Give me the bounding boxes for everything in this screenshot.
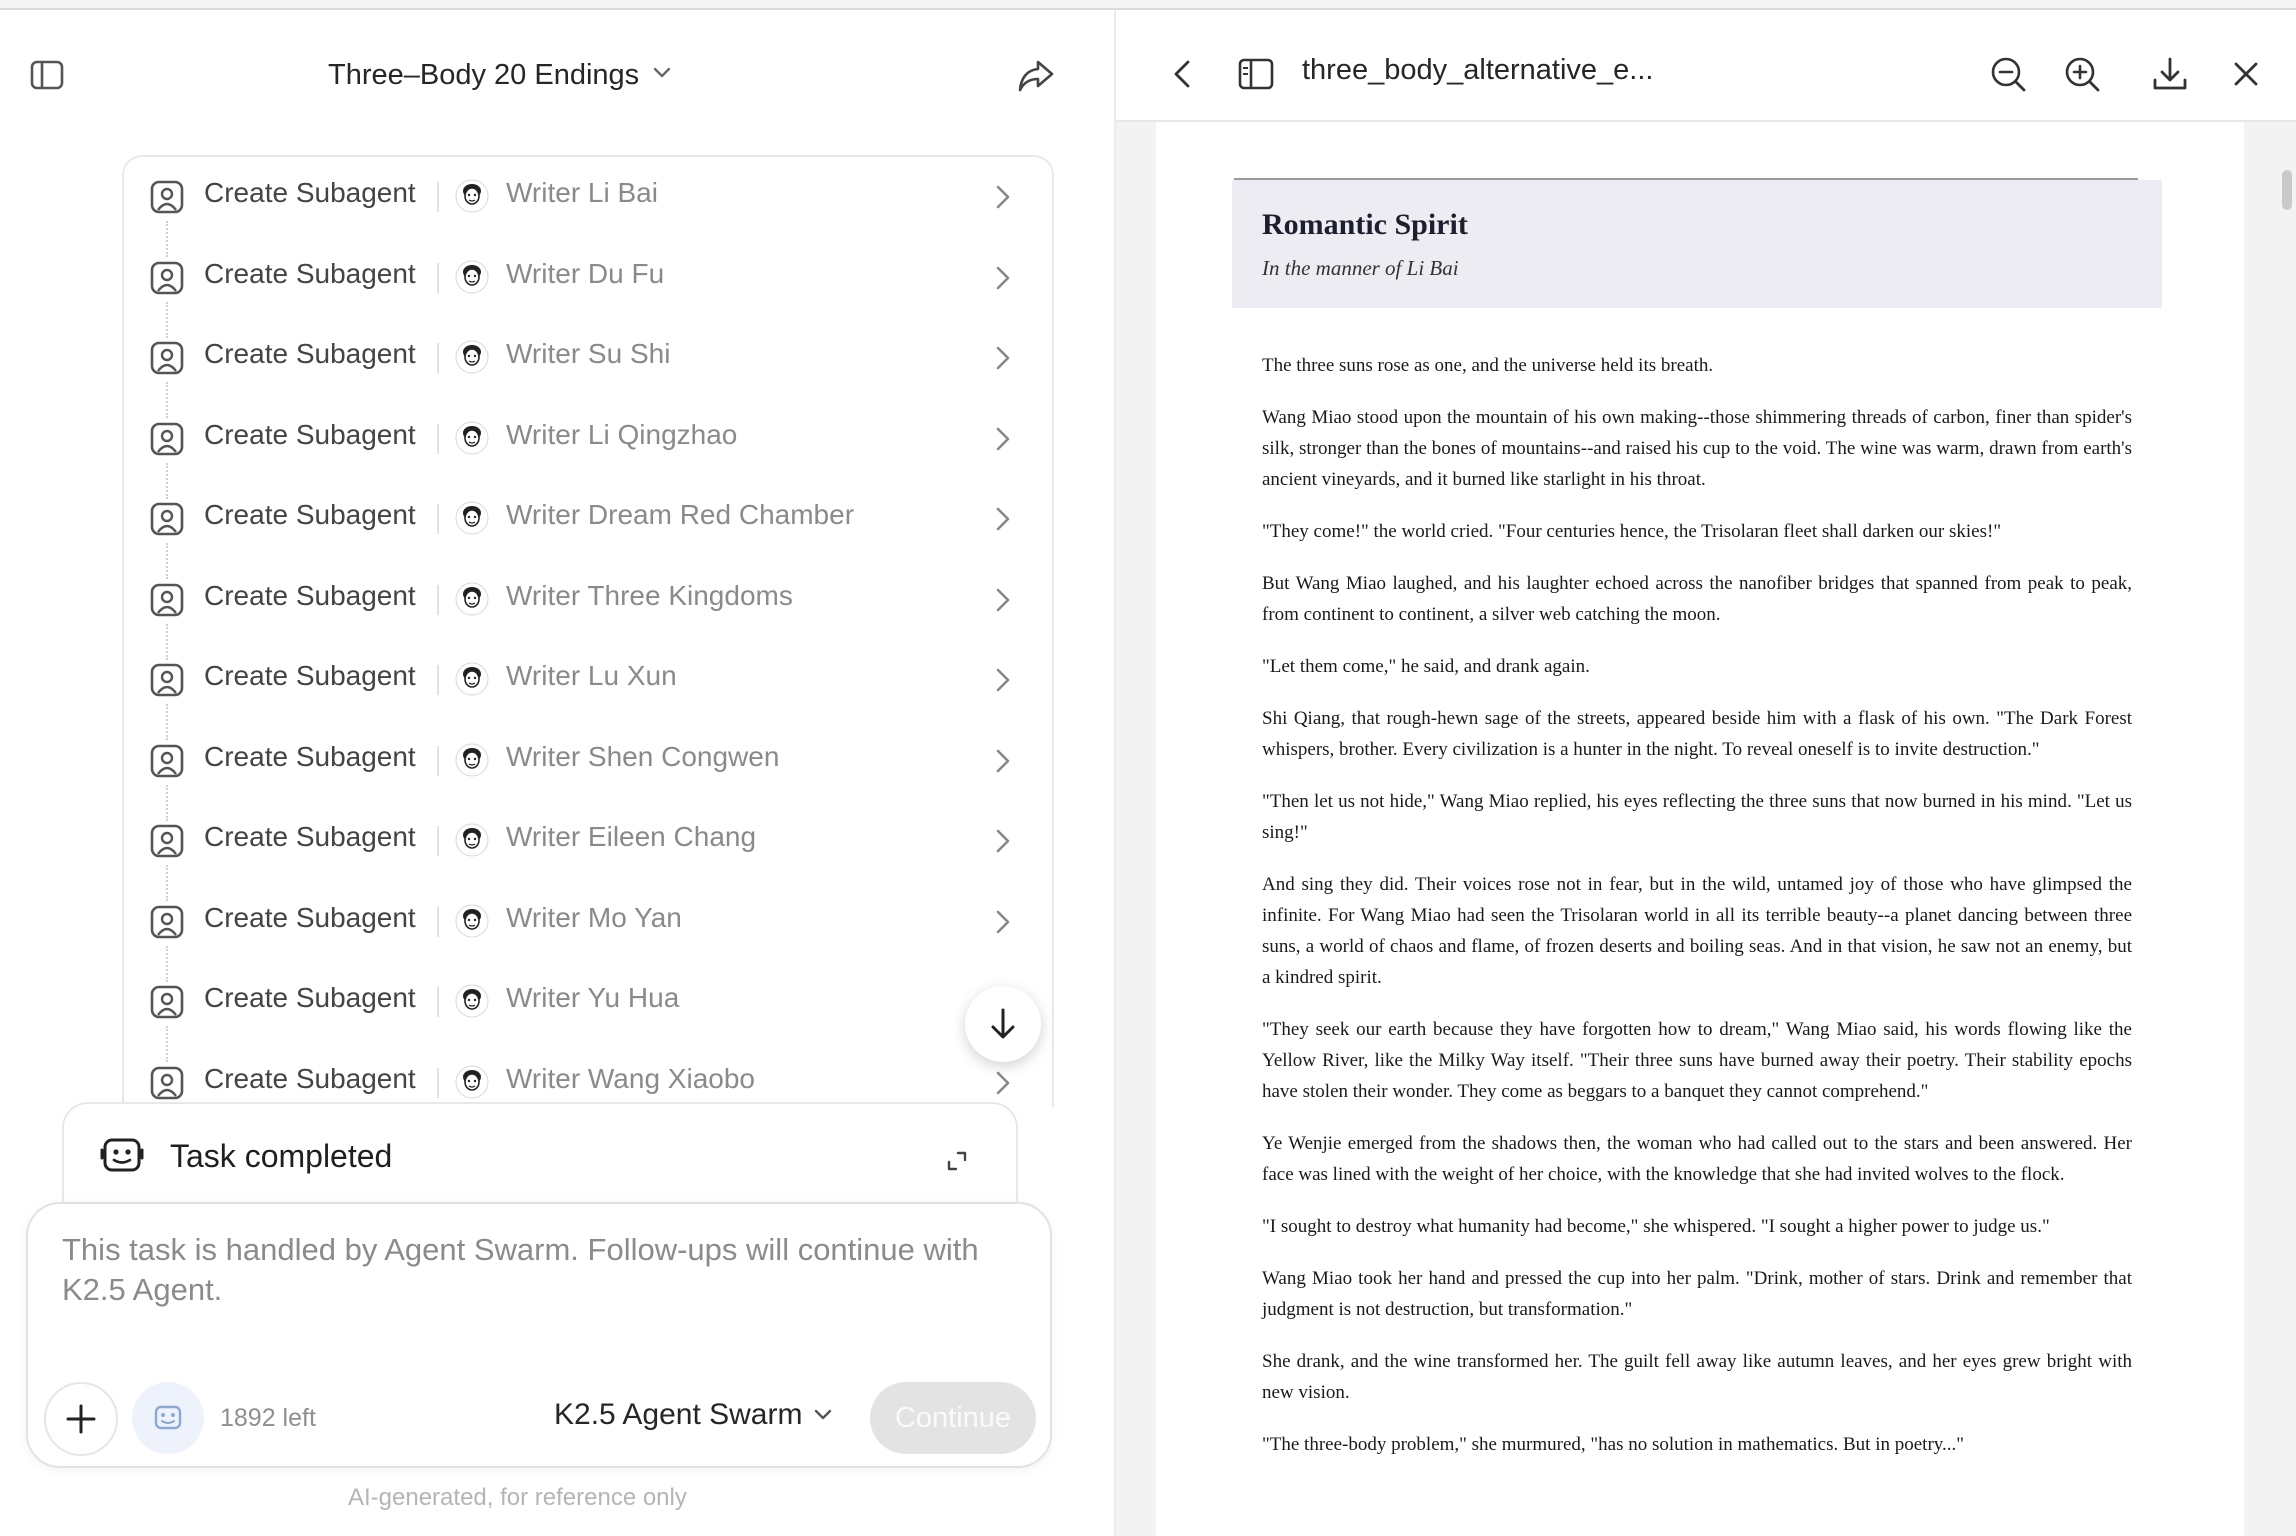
attach-button[interactable]: [44, 1382, 118, 1456]
document-paragraph: "They seek our earth because they have forgotten how to dream," Wang Miao said, his words flowing like the Yellow River, like the Milky Way itself. "Their three suns have burned away their poetry. Their stability epochs have stolen their wonder. They come as beggars to a banquet they cannot comprehend.": [1262, 1019, 2132, 1102]
agent-mode-button[interactable]: [132, 1382, 204, 1454]
subagent-name: Writer Wang Xiaobo: [506, 1062, 755, 1094]
chapter-subtitle: In the manner of Li Bai: [1262, 256, 1459, 280]
task-status-text: Task completed: [170, 1138, 393, 1174]
subagent-task-list[interactable]: [122, 155, 1054, 1107]
writer-avatar: [455, 984, 489, 1018]
chapter-title-box: [1232, 180, 2162, 308]
chevron-down-icon: [653, 66, 671, 84]
subagent-name: Writer Three Kingdoms: [506, 579, 793, 611]
writer-avatar: [455, 340, 489, 374]
task-action-label: Create Subagent: [204, 1062, 416, 1094]
document-paragraph: Ye Wenjie emerged from the shadows then, the woman who had called out to the stars and been answered. Her face was lined with the weight of her choice, with the knowledge that she had invited wolves to the flock.: [1262, 1133, 2132, 1185]
chevron-right-icon[interactable]: [992, 423, 1014, 455]
preview-header: [1116, 10, 2296, 122]
chevron-right-icon[interactable]: [992, 745, 1014, 777]
scroll-to-bottom-button[interactable]: [965, 986, 1041, 1062]
task-action-label: Create Subagent: [204, 901, 416, 933]
subagent-name: Writer Li Bai: [506, 177, 658, 208]
document-page: [1156, 122, 2244, 1536]
task-action-label: Create Subagent: [204, 177, 416, 208]
document-paragraph: And sing they did. Their voices rose not in fear, but in the wild, untamed joy of those who have glimpsed the infinite. For Wang Miao had seen the Trisolaran world in all its terrible beauty--a planet dancing between three suns, a world of chaos and flame, of frozen deserts and boiling seas. And in that vision, he saw not an enemy, but a kindred spirit.: [1262, 874, 2132, 988]
task-action-label: Create Subagent: [204, 499, 416, 530]
task-action-label: Create Subagent: [204, 821, 416, 852]
plus-icon: [46, 1384, 116, 1454]
user-square-icon: [150, 905, 184, 939]
chat-pane: [0, 10, 1116, 1536]
user-square-icon: [150, 261, 184, 295]
writer-avatar: [455, 823, 489, 857]
subagent-name: Writer Eileen Chang: [506, 821, 757, 852]
zoom-out-icon[interactable]: [1988, 54, 2028, 94]
user-square-icon: [150, 180, 184, 214]
task-action-label: Create Subagent: [204, 740, 416, 772]
divider: [437, 1068, 439, 1098]
document-paragraph: But Wang Miao laughed, and his laughter echoed across the nanofiber bridges that spanned from peak to peak, from continent to continent, a silver web catching the moon.: [1262, 573, 2132, 625]
sidebar-toggle-icon[interactable]: [30, 60, 64, 90]
subagent-task-row[interactable]: [124, 721, 1052, 801]
subagent-task-row[interactable]: [124, 399, 1052, 479]
chapter-title: Romantic Spirit: [1262, 208, 1468, 241]
divider: [437, 504, 439, 534]
subagent-name: Writer Su Shi: [506, 338, 671, 369]
subagent-task-row[interactable]: [124, 560, 1052, 640]
writer-avatar: [455, 582, 489, 616]
robot-icon: [132, 1382, 204, 1454]
divider: [437, 585, 439, 615]
chevron-right-icon[interactable]: [992, 825, 1014, 857]
chevron-right-icon[interactable]: [992, 906, 1014, 938]
user-square-icon: [150, 341, 184, 375]
user-square-icon: [150, 824, 184, 858]
message-composer[interactable]: [26, 1202, 1052, 1468]
document-scrollbar[interactable]: [2282, 170, 2292, 210]
document-preview-pane: [1116, 10, 2296, 1536]
chevron-right-icon[interactable]: [992, 584, 1014, 616]
subagent-task-row[interactable]: [124, 1043, 1052, 1108]
divider: [437, 746, 439, 776]
document-paragraph: Shi Qiang, that rough-hewn sage of the streets, appeared beside him with a flask of his own. "The Dark Forest whispers, brother. Every civilization is a hunter in the night. To reveal oneself is to invite destruction.": [1262, 708, 2132, 760]
user-square-icon: [150, 422, 184, 456]
divider: [437, 182, 439, 212]
zoom-in-icon[interactable]: [2062, 54, 2102, 94]
share-icon[interactable]: [1014, 54, 1058, 98]
writer-avatar: [455, 501, 489, 535]
user-square-icon: [150, 663, 184, 697]
robot-icon: [100, 1134, 144, 1178]
document-paragraph: She drank, and the wine transformed her. The guilt fell away like autumn leaves, and her eyes grew bright with new vision.: [1262, 1351, 2132, 1403]
chat-header: [0, 10, 1114, 130]
document-body: [1262, 350, 2132, 1481]
writer-avatar: [455, 904, 489, 938]
document-paragraph: The three suns rose as one, and the universe held its breath.: [1262, 355, 1714, 376]
chevron-right-icon[interactable]: [992, 262, 1014, 294]
subagent-task-row[interactable]: [124, 157, 1052, 237]
panel-layout-icon[interactable]: [1238, 58, 1274, 90]
subagent-task-row[interactable]: [124, 318, 1052, 398]
arrow-down-icon: [965, 986, 1041, 1062]
conversation-title-dropdown[interactable]: [328, 54, 671, 96]
composer-input[interactable]: This task is handled by Agent Swarm. Follow-ups will continue with K2.5 Agent.: [62, 1232, 979, 1307]
subagent-task-row[interactable]: [124, 801, 1052, 881]
ai-disclaimer: AI-generated, for reference only: [348, 1484, 687, 1511]
divider: [437, 907, 439, 937]
writer-avatar: [455, 662, 489, 696]
chevron-right-icon[interactable]: [992, 664, 1014, 696]
subagent-name: Writer Yu Hua: [506, 982, 680, 1013]
document-paragraph: "Let them come," he said, and drank again.: [1262, 656, 1590, 677]
writer-avatar: [455, 743, 489, 777]
back-icon[interactable]: [1168, 54, 1198, 94]
document-paragraph: "The three-body problem," she murmured, "has no solution in mathematics. But in poetry...": [1262, 1434, 1965, 1455]
file-title: three_body_alternative_e...: [1302, 54, 1654, 86]
subagent-task-row[interactable]: [124, 238, 1052, 318]
credits-remaining: 1892 left: [220, 1404, 316, 1432]
preview-gutter: [2244, 122, 2296, 1536]
subagent-name: Writer Li Qingzhao: [506, 418, 738, 450]
subagent-name: Writer Mo Yan: [506, 901, 682, 933]
download-icon[interactable]: [2150, 54, 2190, 94]
task-action-label: Create Subagent: [204, 257, 416, 289]
document-paragraph: Wang Miao took her hand and pressed the cup into her palm. "Drink, mother of stars. Drink and remember that judgment is not destruction, but transformation.": [1262, 1268, 2132, 1320]
subagent-task-row[interactable]: [124, 962, 1052, 1042]
subagent-name: Writer Shen Congwen: [506, 740, 780, 772]
divider: [437, 424, 439, 454]
divider: [437, 665, 439, 695]
close-icon[interactable]: [2226, 54, 2266, 94]
task-action-label: Create Subagent: [204, 338, 416, 369]
user-square-icon: [150, 502, 184, 536]
conversation-title: Three–Body 20 Endings: [328, 58, 640, 91]
chevron-right-icon[interactable]: [992, 342, 1014, 374]
continue-button[interactable]: Continue: [870, 1382, 1036, 1454]
writer-avatar: [455, 1065, 489, 1099]
user-square-icon: [150, 1066, 184, 1100]
subagent-task-row[interactable]: [124, 479, 1052, 559]
divider: [437, 343, 439, 373]
chevron-right-icon[interactable]: [992, 181, 1014, 213]
subagent-name: Writer Dream Red Chamber: [506, 499, 855, 530]
subagent-name: Writer Du Fu: [506, 257, 665, 289]
document-paragraph: "They come!" the world cried. "Four centuries hence, the Trisolaran fleet shall darken our skies!": [1262, 521, 2002, 542]
writer-avatar: [455, 260, 489, 294]
window-top-edge: [0, 0, 2296, 10]
subagent-task-row[interactable]: [124, 640, 1052, 720]
model-name: K2.5 Agent Swarm: [554, 1398, 803, 1431]
divider: [437, 987, 439, 1017]
subagent-name: Writer Lu Xun: [506, 660, 677, 691]
subagent-task-row[interactable]: [124, 882, 1052, 962]
document-paragraph: Wang Miao stood upon the mountain of his own making--those shimmering threads of carbon, finer than spider's silk, stronger than the bones of mountains--and raised his cup to the void. The wine was warm, drawn from earth's ancient vineyards, and it burned like starlight in his throat.: [1262, 407, 2132, 490]
writer-avatar: [455, 421, 489, 455]
task-action-label: Create Subagent: [204, 418, 416, 450]
user-square-icon: [150, 985, 184, 1019]
divider: [437, 263, 439, 293]
chevron-right-icon[interactable]: [992, 1067, 1014, 1099]
model-selector[interactable]: [554, 1398, 832, 1432]
user-square-icon: [150, 744, 184, 778]
expand-icon[interactable]: [944, 1148, 970, 1174]
document-paragraph: "I sought to destroy what humanity had become," she whispered. "I sought a higher power to judge us.": [1262, 1216, 2050, 1237]
task-action-label: Create Subagent: [204, 982, 416, 1013]
task-action-label: Create Subagent: [204, 579, 416, 611]
document-paragraph: "Then let us not hide," Wang Miao replied, his eyes reflecting the three suns that now burned in his mind. "Let us sing!": [1262, 791, 2132, 843]
chevron-down-icon: [814, 1409, 832, 1421]
writer-avatar: [455, 179, 489, 213]
task-action-label: Create Subagent: [204, 660, 416, 691]
chevron-right-icon[interactable]: [992, 503, 1014, 535]
divider: [437, 826, 439, 856]
user-square-icon: [150, 583, 184, 617]
